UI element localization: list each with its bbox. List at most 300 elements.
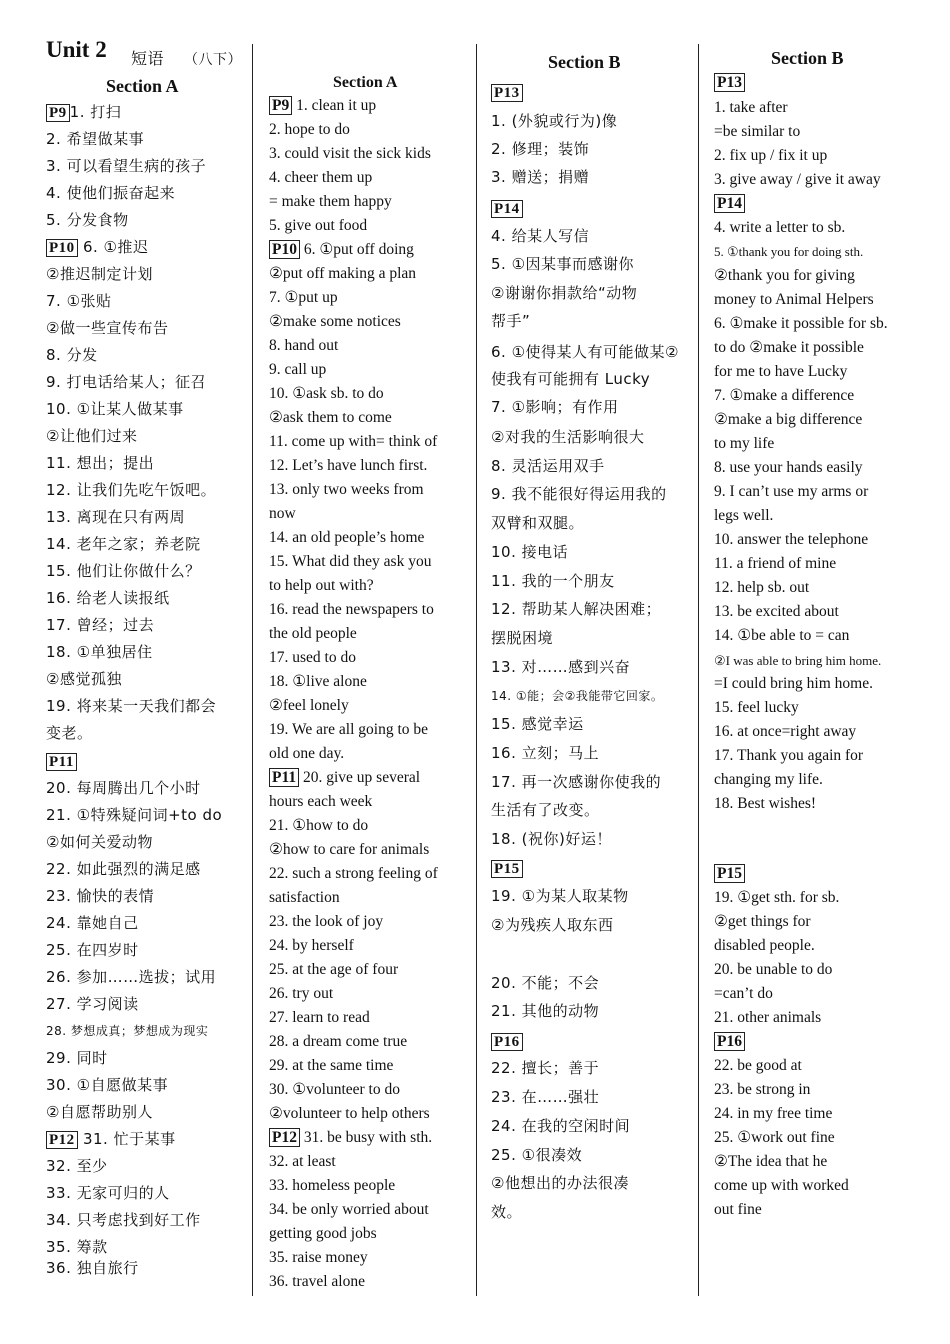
phrase-text: ②他想出的办法很凑: [491, 1174, 629, 1192]
page-ref-box: P13: [714, 73, 745, 92]
phrase-text: ②put off making a plan: [269, 265, 417, 282]
phrase-line: [269, 336, 338, 356]
phrase-text: 10. 接电话: [491, 543, 569, 561]
phrase-line: [269, 552, 431, 572]
phrase-text: 1. 打扫: [69, 103, 122, 121]
phrase-text: 22. be good at: [714, 1057, 802, 1074]
phrase-line: [269, 960, 398, 980]
phrase-text: 6. ①推迟: [77, 238, 149, 256]
phrase-text: 9. I can’t use my arms or: [714, 483, 869, 500]
phrase-line: [714, 434, 774, 454]
phrase-text: 生活有了改变。: [491, 801, 600, 819]
phrase-line: [269, 432, 437, 452]
phrase-line: [714, 314, 888, 334]
phrase-text: 30. ①volunteer to do: [269, 1081, 400, 1098]
phrase-text: 12. 让我们先吃午饭吧。: [46, 481, 217, 499]
phrase-text: 31. 忙于某事: [77, 1130, 176, 1148]
phrase-line: [46, 805, 222, 825]
phrase-text: Section B: [548, 52, 621, 72]
phrase-line: [269, 264, 416, 284]
phrase-text: 26. 参加……选拔；试用: [46, 968, 217, 986]
phrase-text: 1. clean it up: [292, 97, 377, 114]
phrase-line: [491, 397, 619, 417]
phrase-line: [46, 615, 154, 635]
phrase-text: 36. 独自旅行: [46, 1259, 139, 1277]
unit-title: Unit 2: [46, 37, 107, 62]
phrase-line: [46, 156, 206, 176]
phrase-text: 13. only two weeks from: [269, 481, 424, 498]
phrase-text: come up with worked: [714, 1177, 849, 1194]
phrase-line: [714, 386, 854, 406]
phrase-line: [46, 1156, 108, 1176]
phrase-line: [46, 967, 216, 987]
phrase-text: 28. a dream come true: [269, 1033, 408, 1050]
phrase-line: [46, 994, 139, 1014]
page-ref-box: P15: [714, 864, 745, 883]
phrase-line: [714, 936, 815, 956]
phrase-text: 27. 学习阅读: [46, 995, 139, 1013]
phrase-text: 1. (外貌或行为)像: [491, 112, 618, 130]
phrase-text: ②feel lonely: [269, 697, 349, 714]
phrase-text: 21. ①how to do: [269, 817, 369, 834]
phrase-text: 3. could visit the sick kids: [269, 145, 431, 162]
phrase-text: 11. a friend of mine: [714, 555, 837, 572]
phrase-line: [46, 372, 206, 392]
phrase-text: 13. be excited about: [714, 603, 839, 620]
phrase-text: 19. ①get sth. for sb.: [714, 889, 840, 906]
phrase-line: [46, 561, 201, 581]
phrase-line: [46, 264, 153, 284]
phrase-line: [269, 360, 326, 380]
page-ref-box: P11: [269, 768, 299, 787]
phrase-text: ②get things for: [714, 913, 811, 930]
phrase-text: 12. help sb. out: [714, 579, 810, 596]
phrase-line: [714, 218, 845, 238]
phrase-text: 34. 只考虑找到好工作: [46, 1211, 201, 1229]
phrase-text: 变老。: [46, 724, 93, 742]
phrase-line: [491, 226, 589, 246]
phrase-line: [46, 426, 137, 446]
phrase-text: 9. 我不能很好得运用我的: [491, 485, 667, 503]
phrase-line: [714, 722, 856, 742]
phrase-line: [269, 504, 296, 524]
phrase-line: [491, 829, 612, 849]
phrase-text: 2. fix up / fix it up: [714, 147, 828, 164]
column-divider: [698, 44, 699, 1296]
phrase-text: 16. 立刻；马上: [491, 744, 600, 762]
phrase-line: [491, 427, 644, 447]
phrase-text: 6. ①put off doing: [299, 241, 414, 258]
phrase-line: [491, 167, 589, 187]
phrase-line: [714, 266, 855, 286]
phrase-text: 30. ①自愿做某事: [46, 1076, 169, 1094]
phrase-line: [46, 1075, 168, 1095]
phrase-line: [714, 73, 745, 93]
phrase-text: 5. ①thank you for doing sth.: [714, 244, 864, 259]
phrase-line: [491, 283, 637, 303]
phrase-line: [46, 1183, 170, 1203]
phrase-text: 24. by herself: [269, 937, 354, 954]
phrase-line: [269, 888, 340, 908]
phrase-text: the old people: [269, 625, 357, 642]
phrase-text: 19. ①为某人取某物: [491, 887, 629, 905]
phrase-text: 14. ①能；会②我能带它回家。: [491, 689, 664, 703]
phrase-text: 13. 对……感到兴奋: [491, 658, 631, 676]
phrase-text: disabled people.: [714, 937, 815, 954]
phrase-text: 25. ①work out fine: [714, 1129, 835, 1146]
page-ref-box: P11: [46, 753, 77, 771]
phrase-line: [714, 888, 839, 908]
phrase-line: [46, 480, 216, 500]
phrase-line: [269, 288, 338, 308]
phrase-line: [491, 1116, 630, 1136]
phrase-line: [714, 578, 809, 598]
phrase-line: [491, 456, 605, 476]
phrase-text: for me to have Lucky: [714, 363, 848, 380]
phrase-line: [269, 648, 356, 668]
phrase-line: [269, 408, 392, 428]
phrase-line: [714, 458, 863, 478]
phrase-line: [46, 1048, 108, 1068]
phrase-text: 16. 给老人读报纸: [46, 589, 170, 607]
phrase-line: [46, 1210, 201, 1230]
phrase-line: [46, 129, 144, 149]
phrase-line: [46, 778, 201, 798]
phrase-text: 16. at once=right away: [714, 723, 857, 740]
phrase-text: 21. other animals: [714, 1009, 822, 1026]
phrase-line: [269, 168, 372, 188]
page-ref-box: P14: [491, 200, 523, 218]
phrase-line: [491, 686, 663, 706]
phrase-line: [714, 1176, 849, 1196]
phrase-line: [269, 1056, 393, 1076]
phrase-text: 3. 可以看望生病的孩子: [46, 157, 207, 175]
phrase-text: 24. in my free time: [714, 1105, 833, 1122]
phrase-line: [491, 1202, 522, 1222]
page-ref-box: P16: [714, 1032, 745, 1051]
phrase-line: [269, 1248, 368, 1268]
phrase-text: 9. call up: [269, 361, 327, 378]
section-heading: [771, 48, 844, 68]
phrase-line: [491, 1058, 599, 1078]
page-ref-box: P13: [491, 84, 523, 102]
phrase-line: [491, 743, 599, 763]
phrase-text: satisfaction: [269, 889, 340, 906]
phrase-text: 20. 不能；不会: [491, 974, 600, 992]
phrase-text: 11. 想出；提出: [46, 454, 155, 472]
phrase-line: [46, 588, 170, 608]
phrase-line: [269, 1224, 377, 1244]
phrase-text: 双臂和双腿。: [491, 514, 585, 532]
phrase-text: to my life: [714, 435, 775, 452]
phrase-line: [269, 480, 424, 500]
phrase-text: 26. try out: [269, 985, 334, 1002]
phrase-text: 25. 在四岁时: [46, 941, 139, 959]
phrase-line: [269, 1080, 400, 1100]
phrase-line: [269, 240, 414, 260]
page-ref-box: P12: [46, 1131, 78, 1149]
phrase-text: 5. ①因某事而感谢你: [491, 255, 635, 273]
phrase-line: [491, 858, 523, 879]
column-divider: [252, 44, 253, 1296]
phrase-line: [46, 696, 216, 716]
phrase-text: 21. 其他的动物: [491, 1002, 600, 1020]
phrase-text: 17. 再一次感谢你使我的: [491, 773, 662, 791]
phrase-text: 33. homeless people: [269, 1177, 396, 1194]
phrase-line: [46, 832, 153, 852]
phrase-line: [714, 506, 773, 526]
phrase-text: 14. ①be able to = can: [714, 627, 850, 644]
phrase-line: [46, 1258, 139, 1278]
phrase-line: [269, 312, 401, 332]
phrase-line: [491, 772, 661, 792]
phrase-line: [714, 410, 862, 430]
phrase-line: [714, 698, 799, 718]
phrase-text: 5. 分发食物: [46, 211, 129, 229]
phrase-text: 1. take after: [714, 99, 788, 116]
phrase-line: [491, 82, 523, 103]
phrase-line: [269, 1272, 365, 1292]
phrase-text: ②让他们过来: [46, 427, 138, 445]
phrase-text: 9. 打电话给某人；征召: [46, 373, 207, 391]
phrase-text: 11. 我的一个朋友: [491, 572, 615, 590]
phrase-line: [714, 1152, 827, 1172]
phrase-text: 18. ①单独居住: [46, 643, 153, 661]
phrase-text: ②感觉孤独: [46, 670, 122, 688]
title-grade: （八下）: [184, 52, 242, 68]
phrase-text: 3. give away / give it away: [714, 171, 881, 188]
phrase-line: [714, 530, 868, 550]
phrase-line: [269, 120, 350, 140]
phrase-line: [269, 672, 367, 692]
phrase-line: [269, 1008, 370, 1028]
phrase-text: 10. ①ask sb. to do: [269, 385, 384, 402]
phrase-line: [714, 1080, 810, 1100]
section-heading: [333, 73, 397, 93]
phrase-text: 12. 帮助某人解决困难；: [491, 600, 662, 618]
phrase-line: [46, 1129, 176, 1150]
phrase-text: ②谢谢你捐款给“动物: [491, 284, 638, 302]
phrase-text: Section B: [771, 48, 844, 68]
phrase-text: =I could bring him home.: [714, 675, 873, 692]
phrase-line: [46, 1021, 208, 1041]
phrase-text: to do ②make it possible: [714, 339, 864, 356]
phrase-line: [269, 936, 354, 956]
phrase-line: [491, 886, 629, 906]
phrase-line: [714, 146, 827, 166]
phrase-line: [714, 1032, 745, 1052]
phrase-line: [491, 342, 679, 362]
phrase-text: =can’t do: [714, 985, 773, 1002]
phrase-text: 22. 如此强烈的满足感: [46, 860, 201, 878]
phrase-text: 29. at the same time: [269, 1057, 394, 1074]
phrase-line: [269, 816, 368, 836]
section-heading: [548, 52, 621, 72]
phrase-text: 效。: [491, 1203, 523, 1221]
phrase-text: 29. 同时: [46, 1049, 108, 1067]
phrase-line: [714, 1128, 835, 1148]
phrase-text: 36. travel alone: [269, 1273, 365, 1290]
phrase-text: ②自愿帮助别人: [46, 1103, 153, 1121]
title-phrases: 短语: [131, 49, 165, 68]
phrase-line: [714, 554, 836, 574]
phrase-line: [714, 1008, 821, 1028]
phrase-line: [491, 369, 650, 389]
phrase-text: 15. 他们让你做什么？: [46, 562, 201, 580]
phrase-line: [269, 984, 333, 1004]
phrase-text: 20. be unable to do: [714, 961, 833, 978]
phrase-line: [491, 1173, 629, 1193]
phrase-text: ②做一些宣传布告: [46, 319, 169, 337]
phrase-line: [269, 768, 420, 788]
phrase-line: [491, 571, 615, 591]
phrase-text: 18. (祝你)好运！: [491, 830, 612, 848]
phrase-text: ②对我的生活影响很大: [491, 428, 645, 446]
phrase-line: [46, 534, 201, 554]
page-ref-box: P16: [491, 1033, 523, 1051]
phrase-text: 28. 梦想成真；梦想成为现实: [46, 1024, 209, 1038]
phrase-line: [714, 770, 823, 790]
phrase-text: 15. feel lucky: [714, 699, 799, 716]
phrase-line: [491, 1145, 582, 1165]
phrase-text: ②volunteer to help others: [269, 1105, 430, 1122]
phrase-text: 24. 靠她自己: [46, 914, 139, 932]
phrase-line: [46, 318, 168, 338]
phrase-text: 25. at the age of four: [269, 961, 399, 978]
phrase-text: 17. Thank you again for: [714, 747, 864, 764]
phrase-text: money to Animal Helpers: [714, 291, 874, 308]
phrase-line: [714, 338, 864, 358]
phrase-text: 6. ①make it possible for sb.: [714, 315, 888, 332]
phrase-text: ②推迟制定计划: [46, 265, 153, 283]
phrase-line: [491, 542, 568, 562]
phrase-text: 6. ①使得某人有可能做某②: [491, 343, 679, 361]
phrase-text: 8. hand out: [269, 337, 339, 354]
phrase-line: [46, 183, 175, 203]
phrase-line: [714, 794, 816, 814]
phrase-text: 33. 无家可归的人: [46, 1184, 170, 1202]
phrase-line: [714, 651, 881, 671]
phrase-text: 使我有可能拥有 Lucky: [491, 370, 651, 388]
phrase-text: = make them happy: [269, 193, 392, 210]
page-ref-box: P10: [46, 239, 78, 257]
phrase-text: changing my life.: [714, 771, 823, 788]
phrase-text: 17. used to do: [269, 649, 356, 666]
phrase-line: [491, 254, 634, 274]
phrase-line: [714, 1104, 832, 1124]
column-divider: [476, 44, 477, 1296]
page-ref-box: P10: [269, 240, 300, 259]
phrase-line: [714, 960, 832, 980]
phrase-text: 18. ①live alone: [269, 673, 367, 690]
phrase-text: 3. 赠送；捐赠: [491, 168, 590, 186]
phrase-text: old one day.: [269, 745, 345, 762]
phrase-text: 35. 筹款: [46, 1238, 108, 1256]
phrase-text: hours each week: [269, 793, 373, 810]
phrase-text: 20. give up several: [299, 769, 421, 786]
phrase-text: 23. 在……强壮: [491, 1088, 600, 1106]
phrase-text: 32. at least: [269, 1153, 336, 1170]
phrase-line: [46, 913, 139, 933]
phrase-text: 31. be busy with sth.: [299, 1129, 433, 1146]
phrase-line: [714, 912, 811, 932]
phrase-text: 22. such a strong feeling of: [269, 865, 438, 882]
phrase-text: 23. be strong in: [714, 1081, 811, 1098]
phrase-line: [491, 1031, 523, 1052]
page-ref-box: P15: [491, 860, 523, 878]
phrase-text: 4. 使他们振奋起来: [46, 184, 176, 202]
phrase-line: [491, 628, 553, 648]
phrase-text: Section A: [333, 74, 398, 91]
phrase-line: [714, 864, 745, 884]
phrase-text: 14. 老年之家；养老院: [46, 535, 201, 553]
phrase-text: 4. write a letter to sb.: [714, 219, 846, 236]
phrase-text: 7. ①张贴: [46, 292, 112, 310]
phrase-text: 摆脱困境: [491, 629, 554, 647]
phrase-text: 16. read the newspapers to: [269, 601, 434, 618]
phrase-line: [269, 912, 383, 932]
phrase-text: out fine: [714, 1201, 762, 1218]
phrase-text: 20. 每周腾出几个小时: [46, 779, 201, 797]
phrase-line: [46, 859, 201, 879]
phrase-text: 10. ①让某人做某事: [46, 400, 184, 418]
phrase-line: [46, 1102, 153, 1122]
phrase-line: [46, 237, 148, 258]
phrase-line: [714, 170, 881, 190]
phrase-text: ②ask them to come: [269, 409, 392, 426]
phrase-line: [46, 723, 93, 743]
phrase-text: 2. 修理；装饰: [491, 140, 590, 158]
phrase-line: [269, 192, 392, 212]
phrase-line: [714, 1200, 762, 1220]
phrase-line: [714, 674, 873, 694]
phrase-line: [46, 102, 121, 123]
phrase-line: [46, 453, 154, 473]
phrase-line: [46, 642, 153, 662]
phrase-text: 23. the look of joy: [269, 913, 384, 930]
phrase-line: [269, 864, 438, 884]
phrase-line: [269, 600, 434, 620]
phrase-text: 帮手”: [491, 312, 531, 330]
phrase-line: [714, 98, 788, 118]
phrase-line: [714, 984, 773, 1004]
phrase-line: [491, 973, 599, 993]
phrase-text: 18. Best wishes!: [714, 795, 817, 812]
phrase-text: 35. raise money: [269, 1249, 368, 1266]
phrase-line: [46, 507, 185, 527]
phrase-text: ②make a big difference: [714, 411, 863, 428]
phrase-text: 34. be only worried about: [269, 1201, 429, 1218]
phrase-line: [269, 384, 384, 404]
phrase-line: [491, 139, 589, 159]
phrase-line: [269, 1200, 429, 1220]
phrase-text: 7. ①put up: [269, 289, 338, 306]
phrase-line: [269, 696, 349, 716]
phrase-line: [46, 291, 112, 311]
phrase-text: 13. 离现在只有两周: [46, 508, 186, 526]
phrase-line: [491, 513, 584, 533]
phrase-text: ②为残疾人取东西: [491, 916, 614, 934]
phrase-text: ②I was able to bring him home.: [714, 653, 882, 668]
phrase-text: 24. 在我的空闲时间: [491, 1117, 631, 1135]
phrase-line: [714, 746, 863, 766]
phrase-text: getting good jobs: [269, 1225, 377, 1242]
phrase-line: [46, 345, 98, 365]
phrase-line: [491, 484, 667, 504]
phrase-line: [269, 720, 428, 740]
phrase-text: 19. 将来某一天我们都会: [46, 697, 217, 715]
phrase-line: [46, 886, 154, 906]
